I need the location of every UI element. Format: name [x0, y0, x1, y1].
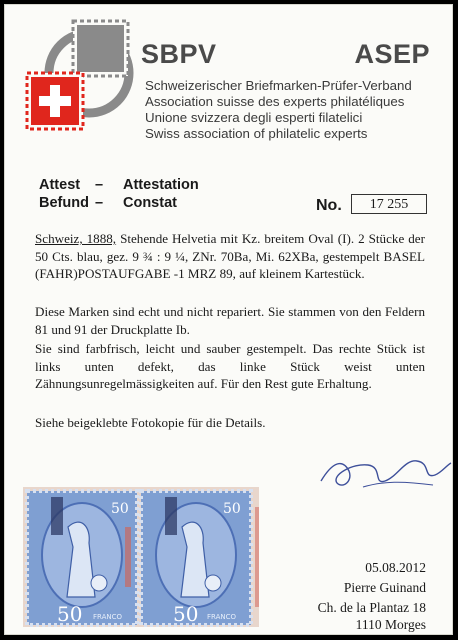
photocopy-note: Siehe beigeklebte Fotokopie für die Details. — [35, 415, 266, 430]
svg-text:50: 50 — [173, 602, 199, 626]
asep-title: ASEP — [354, 39, 430, 69]
number-label: No. — [316, 197, 342, 214]
attest-label: Attest — [39, 177, 81, 193]
sbpv-logo — [17, 15, 137, 133]
certificate — [4, 4, 453, 635]
svg-text:50: 50 — [223, 501, 241, 517]
expert-name: Pierre Guinand — [343, 580, 426, 595]
expert-city: 1110 Morges — [355, 617, 426, 632]
befund-label: Befund — [39, 195, 89, 211]
country-year: Schweiz, 1888, — [35, 231, 117, 246]
association-name-de: Schweizerischer Briefmarken-Prüfer-Verband — [145, 78, 412, 93]
svg-text:FRANCO: FRANCO — [93, 613, 123, 621]
svg-text:50: 50 — [111, 501, 129, 517]
description-text: Stehende Helvetia mit Kz. breitem Oval (I). 2 Stücke der 50 Cts. blau, gez. 9 ¾ : 9 ¼, ZNr. 70Ba, Mi. 62XBa, gestempelt BASEL (FAHR)POSTAUFGABE -1 MRZ 89, auf kleinem Kartestück. — [35, 231, 425, 282]
svg-text:50: 50 — [57, 602, 83, 626]
svg-text:FRANCO: FRANCO — [207, 613, 237, 621]
certificate-date: 05.08.2012 — [365, 560, 426, 575]
expert-street: Ch. de la Plantaz 18 — [317, 600, 426, 615]
genuineness-paragraph: Diese Marken sind echt und nicht repariert. Sie stammen von den Feldern 81 und 91 der Druckplatte Ib. — [35, 304, 425, 337]
description-paragraph — [35, 230, 425, 283]
association-name-fr: Association suisse des experts philatéliques — [145, 94, 405, 109]
association-name-en: Swiss association of philatelic experts — [145, 126, 368, 141]
attestation-label: Attestation — [123, 177, 199, 193]
stamp-pair-image — [23, 487, 259, 627]
certificate-number: 17 255 — [351, 194, 427, 214]
handwritten-signature — [313, 451, 453, 495]
association-name-it: Unione svizzera degli esperti filatelici — [145, 110, 363, 125]
condition-paragraph: Sie sind farbfrisch, leicht und sauber gestempelt. Das rechte Stück ist links unten defekt, das linke Stück weist unten Zähnungsunregelmässigkeiten auf. Für den Rest gute Erhaltung. — [35, 341, 425, 392]
sbpv-title: SBPV — [141, 39, 217, 69]
dash: – — [95, 177, 104, 193]
dash: – — [95, 195, 104, 211]
constat-label: Constat — [123, 195, 177, 211]
